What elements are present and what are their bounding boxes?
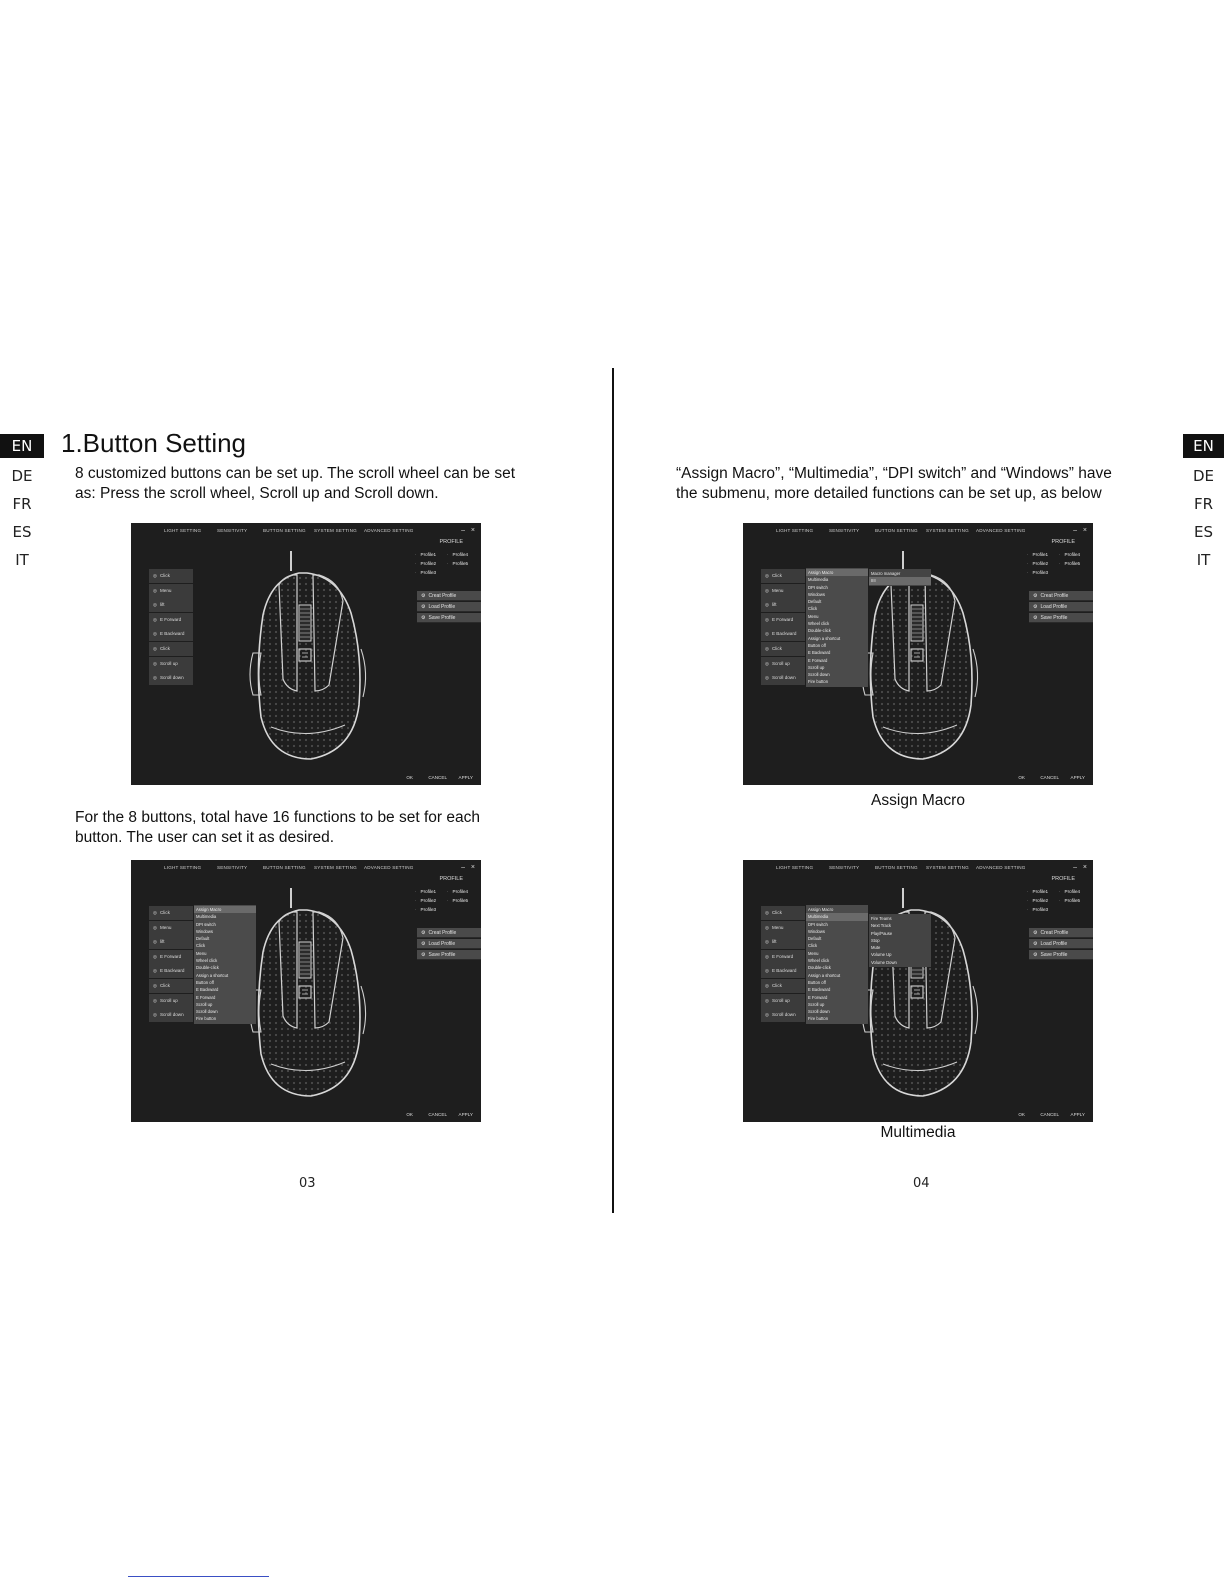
load-profile-button[interactable]: ⚙ Load Profile xyxy=(417,602,481,612)
minimize-icon[interactable]: – xyxy=(1073,864,1077,871)
function-item[interactable]: Fire button xyxy=(808,1016,829,1022)
button-7-assignment[interactable]: ◎ Scroll up xyxy=(761,657,805,671)
tab-sensitivity[interactable]: SENSITIVITY xyxy=(217,528,248,533)
function-item[interactable]: Multimedia xyxy=(808,577,829,583)
button-3-assignment[interactable]: ◎ lift xyxy=(149,935,193,949)
function-item[interactable]: Double-click xyxy=(808,965,831,971)
button-4-assignment[interactable]: ◎ E Forward xyxy=(761,613,805,627)
button-1-assignment[interactable]: ◎ Click xyxy=(761,569,805,583)
function-item[interactable]: Windows xyxy=(196,928,213,934)
button-5-assignment[interactable]: ◎ E Backward xyxy=(149,964,193,978)
function-item[interactable]: Double-click xyxy=(196,965,219,971)
function-item[interactable]: Windows xyxy=(808,928,825,934)
submenu-line-1: “Assign Macro”, “Multimedia”, “DPI switch” and “Windows” have xyxy=(676,465,1112,482)
page-number-left: 03 xyxy=(299,1176,316,1191)
function-item[interactable]: DPI switch xyxy=(196,921,216,927)
apply-button[interactable]: APPLY xyxy=(1070,775,1085,780)
profile-2[interactable]: · Profile2 xyxy=(1027,898,1048,903)
lang-fr: FR xyxy=(1193,495,1214,513)
function-menu xyxy=(806,905,868,1024)
software-screenshot-multimedia xyxy=(743,860,1093,1122)
close-icon[interactable]: × xyxy=(1082,527,1087,534)
profile-5[interactable]: · Profile5 xyxy=(447,561,468,566)
button-6-assignment[interactable]: ◎ Click xyxy=(149,979,193,993)
functions-paragraph xyxy=(75,808,480,848)
profile-2[interactable]: · Profile2 xyxy=(1027,561,1048,566)
function-item[interactable]: Menu xyxy=(808,950,819,956)
functions-line-1: For the 8 buttons, total have 16 functions to be set for each xyxy=(75,809,480,826)
macro-manager-item[interactable]: Macro manager xyxy=(871,571,901,576)
button-7-assignment[interactable]: ◎ Scroll up xyxy=(149,657,193,671)
tab-button-setting[interactable]: BUTTON SETTING xyxy=(263,865,306,870)
tab-sensitivity[interactable]: SENSITIVITY xyxy=(829,865,860,870)
tab-advanced-setting[interactable]: ADVANCED SETTING xyxy=(976,865,1026,870)
close-icon[interactable]: × xyxy=(1082,864,1087,871)
lang-en: EN xyxy=(1183,434,1224,458)
button-5-assignment[interactable]: ◎ E Backward xyxy=(761,964,805,978)
function-item[interactable]: Scroll down xyxy=(808,1009,830,1015)
button-3-assignment[interactable]: ◎ lift xyxy=(761,935,805,949)
button-1-assignment[interactable]: ◎ Click xyxy=(761,906,805,920)
function-item[interactable]: Assign Macro xyxy=(806,569,868,576)
language-tabs-right xyxy=(1183,434,1224,574)
cancel-button[interactable]: CANCEL xyxy=(1040,775,1059,780)
function-item[interactable]: E Backward xyxy=(196,987,219,993)
multimedia-item[interactable]: Fire Teams xyxy=(871,916,892,921)
profile-4[interactable]: · Profile4 xyxy=(1059,552,1080,557)
profile-1[interactable]: · Profile1 xyxy=(1027,552,1048,557)
multimedia-item[interactable]: Volume Down xyxy=(871,959,897,965)
software-tab-bar xyxy=(743,528,1093,540)
function-item[interactable]: Assign Macro xyxy=(808,907,834,912)
button-7-assignment[interactable]: ◎ Scroll up xyxy=(761,994,805,1008)
software-screenshot-function-menu xyxy=(131,860,481,1122)
macro-submenu xyxy=(869,569,931,586)
tab-system-setting[interactable]: SYSTEM SETTING xyxy=(926,528,969,533)
button-8-assignment[interactable]: ◎ Scroll down xyxy=(149,671,193,685)
button-8-assignment[interactable]: ◎ Scroll down xyxy=(761,1008,805,1022)
ok-button[interactable]: OK xyxy=(406,1112,413,1117)
multimedia-item[interactable]: Stop xyxy=(871,937,880,943)
tab-button-setting[interactable]: BUTTON SETTING xyxy=(875,865,918,870)
button-8-assignment[interactable]: ◎ Scroll down xyxy=(761,671,805,685)
minimize-icon[interactable]: – xyxy=(1073,527,1077,534)
tab-light-setting[interactable]: LIGHT SETTING xyxy=(164,528,202,533)
profile-5[interactable]: · Profile5 xyxy=(1059,898,1080,903)
button-1-assignment[interactable]: ◎ Click xyxy=(149,569,193,583)
apply-button[interactable]: APPLY xyxy=(1070,1112,1085,1117)
minimize-icon[interactable]: – xyxy=(461,527,465,534)
function-item[interactable]: E Forward xyxy=(808,657,828,663)
software-tab-bar xyxy=(131,528,481,540)
function-item[interactable]: Fire button xyxy=(808,679,829,685)
button-6-assignment[interactable]: ◎ Click xyxy=(149,642,193,656)
function-item[interactable]: Windows xyxy=(808,591,825,597)
profile-3[interactable]: · Profile3 xyxy=(415,907,436,912)
tab-advanced-setting[interactable]: ADVANCED SETTING xyxy=(364,865,414,870)
function-item[interactable]: Button off xyxy=(196,979,214,985)
cancel-button[interactable]: CANCEL xyxy=(1040,1112,1059,1117)
function-item[interactable]: Double-click xyxy=(808,628,831,634)
cancel-button[interactable]: CANCEL xyxy=(428,775,447,780)
function-item[interactable]: DPI switch xyxy=(808,584,828,590)
caption-multimedia: Multimedia xyxy=(880,1124,956,1141)
profile-1[interactable]: · Profile1 xyxy=(415,552,436,557)
button-2-assignment[interactable]: ◎ Menu xyxy=(761,584,805,598)
intro-paragraph-right xyxy=(676,464,1112,504)
button-8-assignment[interactable]: ◎ Scroll down xyxy=(149,1008,193,1022)
function-item[interactable]: Assign a shortcut xyxy=(808,972,841,978)
function-item[interactable]: Fire button xyxy=(196,1016,217,1022)
intro-line-1: 8 customized buttons can be set up. The scroll wheel can be set xyxy=(75,465,515,482)
profile-5[interactable]: · Profile5 xyxy=(1059,561,1080,566)
create-profile-button[interactable]: ⚙ Creat Profile xyxy=(1029,591,1093,601)
ok-button[interactable]: OK xyxy=(1018,1112,1025,1117)
create-profile-button[interactable]: ⚙ Creat Profile xyxy=(1029,928,1093,938)
create-profile-button[interactable]: ⚙ Creat Profile xyxy=(417,928,481,938)
function-item[interactable]: DPI switch xyxy=(808,921,828,927)
section-title: 1.Button Setting xyxy=(61,428,247,458)
profile-3[interactable]: · Profile3 xyxy=(1027,570,1048,575)
button-assignment-list xyxy=(761,906,805,1023)
function-item[interactable]: Wheel click xyxy=(808,958,830,964)
save-profile-button[interactable]: ⚙ Save Profile xyxy=(417,613,481,623)
tab-light-setting[interactable]: LIGHT SETTING xyxy=(776,865,814,870)
profile-heading: PROFILE xyxy=(1051,876,1075,882)
tab-advanced-setting[interactable]: ADVANCED SETTING xyxy=(976,528,1026,533)
software-tab-bar xyxy=(131,865,481,877)
submenu-line-2: the submenu, more detailed functions can be set up, as below xyxy=(676,485,1102,502)
function-item[interactable]: Default xyxy=(808,936,822,942)
tab-advanced-setting[interactable]: ADVANCED SETTING xyxy=(364,528,414,533)
page-number-right: 04 xyxy=(913,1176,930,1191)
cancel-button[interactable]: CANCEL xyxy=(428,1112,447,1117)
button-6-assignment[interactable]: ◎ Click xyxy=(761,979,805,993)
button-assignment-list xyxy=(149,906,193,1023)
profile-2[interactable]: · Profile2 xyxy=(415,898,436,903)
lang-es: ES xyxy=(1194,523,1213,541)
function-item[interactable]: Scroll up xyxy=(808,1001,825,1007)
language-tabs-left xyxy=(0,434,44,574)
tab-sensitivity[interactable]: SENSITIVITY xyxy=(829,528,860,533)
ok-button[interactable]: OK xyxy=(1018,775,1025,780)
save-profile-button[interactable]: ⚙ Save Profile xyxy=(1029,613,1093,623)
lang-es: ES xyxy=(12,523,32,541)
function-item[interactable]: Scroll down xyxy=(808,672,830,678)
function-item[interactable]: E Forward xyxy=(196,994,216,1000)
button-5-assignment[interactable]: ◎ E Backward xyxy=(761,627,805,641)
function-item[interactable]: Menu xyxy=(808,613,819,619)
close-icon[interactable]: × xyxy=(470,527,475,534)
profile-3[interactable]: · Profile3 xyxy=(1027,907,1048,912)
lang-fr: FR xyxy=(12,495,32,513)
load-profile-button[interactable]: ⚙ Load Profile xyxy=(1029,602,1093,612)
apply-button[interactable]: APPLY xyxy=(458,775,473,780)
minimize-icon[interactable]: – xyxy=(461,864,465,871)
multimedia-item[interactable]: Volume Up xyxy=(871,952,892,958)
button-5-assignment[interactable]: ◎ E Backward xyxy=(149,627,193,641)
load-profile-button[interactable]: ⚙ Load Profile xyxy=(417,939,481,949)
function-item[interactable]: Scroll up xyxy=(196,1001,213,1007)
profile-heading: PROFILE xyxy=(439,539,463,545)
multimedia-submenu xyxy=(869,914,931,967)
button-4-assignment[interactable]: ◎ E Forward xyxy=(761,950,805,964)
button-3-assignment[interactable]: ◎ lift xyxy=(761,598,805,612)
button-assignment-list xyxy=(149,569,193,686)
page-divider xyxy=(612,368,614,1213)
software-screenshot-assign-macro xyxy=(743,523,1093,785)
profile-4[interactable]: · Profile4 xyxy=(447,889,468,894)
function-item[interactable]: E Backward xyxy=(808,987,831,993)
function-item[interactable]: Assign a shortcut xyxy=(808,635,841,641)
save-profile-button[interactable]: ⚙ Save Profile xyxy=(1029,950,1093,960)
multimedia-item[interactable]: Mute xyxy=(871,945,881,951)
button-2-assignment[interactable]: ◎ Menu xyxy=(149,584,193,598)
multimedia-item[interactable]: Play/Pause xyxy=(871,930,893,936)
tab-system-setting[interactable]: SYSTEM SETTING xyxy=(314,528,357,533)
caption-assign-macro: Assign Macro xyxy=(871,792,965,809)
button-3-assignment[interactable]: ◎ lift xyxy=(149,598,193,612)
function-item[interactable]: Default xyxy=(808,599,822,605)
profile-1[interactable]: · Profile1 xyxy=(1027,889,1048,894)
profile-heading: PROFILE xyxy=(1051,539,1075,545)
function-item[interactable]: Default xyxy=(196,936,210,942)
button-2-assignment[interactable]: ◎ Menu xyxy=(149,921,193,935)
profile-3[interactable]: · Profile3 xyxy=(415,570,436,575)
button-1-assignment[interactable]: ◎ Click xyxy=(149,906,193,920)
function-item[interactable]: Click xyxy=(808,943,818,949)
multimedia-item[interactable]: Next Track xyxy=(871,923,892,929)
load-profile-button[interactable]: ⚙ Load Profile xyxy=(1029,939,1093,949)
button-assignment-list xyxy=(761,569,805,686)
function-item[interactable]: Wheel click xyxy=(808,621,830,627)
function-item[interactable]: Scroll down xyxy=(196,1009,218,1015)
create-profile-button[interactable]: ⚙ Creat Profile xyxy=(417,591,481,601)
lang-it: IT xyxy=(1196,551,1211,569)
function-menu xyxy=(194,905,256,1024)
mouse-illustration xyxy=(243,545,373,781)
tab-button-setting[interactable]: BUTTON SETTING xyxy=(875,528,918,533)
button-6-assignment[interactable]: ◎ Click xyxy=(761,642,805,656)
function-item[interactable]: Button off xyxy=(808,642,826,648)
tab-system-setting[interactable]: SYSTEM SETTING xyxy=(926,865,969,870)
ok-button[interactable]: OK xyxy=(406,775,413,780)
lang-de: DE xyxy=(1192,467,1215,485)
tab-light-setting[interactable]: LIGHT SETTING xyxy=(776,528,814,533)
function-item[interactable]: E Forward xyxy=(808,994,828,1000)
profile-heading: PROFILE xyxy=(439,876,463,882)
function-item[interactable]: Scroll up xyxy=(808,664,825,670)
software-tab-bar xyxy=(743,865,1093,877)
function-item[interactable]: E Backward xyxy=(808,650,831,656)
button-4-assignment[interactable]: ◎ E Forward xyxy=(149,613,193,627)
functions-line-2: button. The user can set it as desired. xyxy=(75,829,335,846)
intro-line-2: as: Press the scroll wheel, Scroll up and Scroll down. xyxy=(75,485,439,502)
function-item[interactable]: Assign Macro xyxy=(194,906,256,913)
lang-de: DE xyxy=(11,467,33,485)
apply-button[interactable]: APPLY xyxy=(458,1112,473,1117)
save-profile-button[interactable]: ⚙ Save Profile xyxy=(417,950,481,960)
mouse-illustration xyxy=(243,882,373,1118)
profile-4[interactable]: · Profile4 xyxy=(1059,889,1080,894)
function-item[interactable]: Multimedia xyxy=(806,913,868,920)
button-4-assignment[interactable]: ◎ E Forward xyxy=(149,950,193,964)
profile-1[interactable]: · Profile1 xyxy=(415,889,436,894)
button-7-assignment[interactable]: ◎ Scroll up xyxy=(149,994,193,1008)
footer-link-underline xyxy=(128,1576,269,1577)
lang-it: IT xyxy=(15,551,29,569)
function-item[interactable]: Wheel click xyxy=(196,958,218,964)
function-item[interactable]: Multimedia xyxy=(196,914,217,920)
function-item[interactable]: Menu xyxy=(196,950,207,956)
function-item[interactable]: Click xyxy=(808,606,818,612)
tab-button-setting[interactable]: BUTTON SETTING xyxy=(263,528,306,533)
profile-2[interactable]: · Profile2 xyxy=(415,561,436,566)
intro-paragraph-left xyxy=(75,464,515,504)
macro-item[interactable]: IIII xyxy=(869,577,931,584)
tab-light-setting[interactable]: LIGHT SETTING xyxy=(164,865,202,870)
tab-sensitivity[interactable]: SENSITIVITY xyxy=(217,865,248,870)
close-icon[interactable]: × xyxy=(470,864,475,871)
function-menu xyxy=(806,568,868,687)
function-item[interactable]: Click xyxy=(196,943,206,949)
lang-en: EN xyxy=(0,434,44,458)
profile-5[interactable]: · Profile5 xyxy=(447,898,468,903)
profile-4[interactable]: · Profile4 xyxy=(447,552,468,557)
function-item[interactable]: Button off xyxy=(808,979,826,985)
tab-system-setting[interactable]: SYSTEM SETTING xyxy=(314,865,357,870)
function-item[interactable]: Assign a shortcut xyxy=(196,972,229,978)
software-screenshot-button-setting xyxy=(131,523,481,785)
button-2-assignment[interactable]: ◎ Menu xyxy=(761,921,805,935)
